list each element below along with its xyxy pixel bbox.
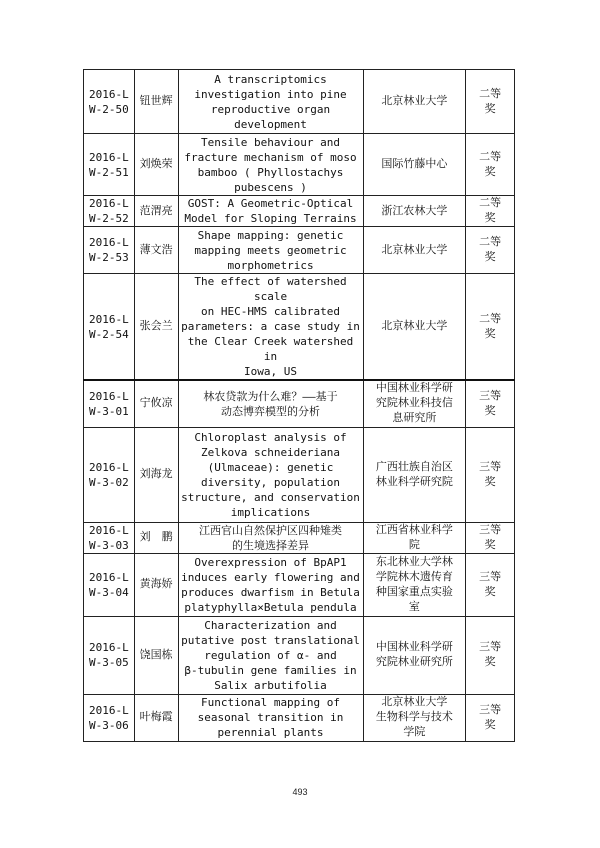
cell-line: 林农贷款为什么难？——基于 bbox=[203, 389, 338, 403]
winner-name-cell: 黄海娇 bbox=[134, 553, 178, 616]
table-row bbox=[84, 227, 515, 274]
page-number: 493 bbox=[292, 787, 308, 797]
award-id-cell bbox=[84, 274, 135, 381]
cell-line: putative post translational bbox=[181, 633, 360, 647]
cell-line: W-2-50 bbox=[89, 102, 129, 116]
cell-line: perennial plants bbox=[217, 726, 324, 739]
cell-line: W-3-03 bbox=[89, 538, 129, 552]
cell-line: implications bbox=[230, 505, 311, 519]
table-row bbox=[84, 380, 515, 427]
winner-name-cell: 刘焕荣 bbox=[134, 134, 178, 196]
award-id-cell bbox=[84, 134, 135, 196]
cell-line: seasonal transition in bbox=[197, 711, 344, 724]
cell-line: diversity, population bbox=[200, 475, 341, 489]
cell-line: 林业科学研究院 bbox=[375, 475, 453, 488]
cell-line: 三等 bbox=[479, 641, 502, 653]
award-id-cell bbox=[84, 70, 135, 134]
cell-line: 室 bbox=[408, 600, 420, 613]
cell-line: 奖 bbox=[484, 404, 496, 417]
cell-line: produces dwarfism in Betula bbox=[181, 585, 360, 599]
organization-cell bbox=[363, 694, 466, 741]
winner-name-cell: 饶国栋 bbox=[134, 616, 178, 694]
table-row bbox=[84, 427, 515, 522]
award-level-cell bbox=[466, 70, 515, 134]
organization-cell bbox=[363, 134, 466, 196]
cell-line: W-3-04 bbox=[89, 585, 129, 599]
cell-line: GOST: A Geometric-Optical bbox=[187, 197, 354, 210]
cell-line: W-3-02 bbox=[89, 475, 129, 489]
cell-line: 究院林业科技信 bbox=[375, 397, 453, 410]
award-id-cell bbox=[84, 380, 135, 427]
cell-line: 中国林业科学研 bbox=[375, 382, 453, 395]
cell-line: 二等 bbox=[479, 312, 502, 325]
table-row bbox=[84, 522, 515, 553]
cell-line: W-3-05 bbox=[89, 656, 129, 669]
award-id-cell bbox=[84, 553, 135, 616]
table-row bbox=[84, 694, 515, 741]
cell-line: 北京林业大学 bbox=[381, 243, 448, 256]
cell-line: platyphylla×Betula pendula bbox=[184, 600, 357, 614]
cell-line: Salix arbutifolia bbox=[214, 678, 327, 692]
organization-cell bbox=[363, 427, 466, 522]
cell-line: 究院林业研究所 bbox=[375, 656, 453, 668]
cell-line: Overexpression of BpAP1 bbox=[194, 555, 347, 569]
cell-line: Model for Sloping Terrains bbox=[184, 212, 357, 225]
award-id-cell bbox=[84, 616, 135, 694]
cell-line: 学院 bbox=[403, 726, 426, 738]
cell-line: parameters: a case study in bbox=[181, 320, 360, 333]
award-id-cell bbox=[84, 196, 135, 227]
award-level-cell bbox=[466, 227, 515, 274]
paper-title-cell bbox=[178, 380, 363, 427]
cell-line: 奖 bbox=[484, 212, 496, 224]
cell-line: 奖 bbox=[484, 718, 496, 731]
paper-title-cell bbox=[178, 553, 363, 616]
cell-line: 2016-L bbox=[89, 150, 129, 164]
cell-line: 2016-L bbox=[89, 523, 129, 537]
cell-line: 奖 bbox=[484, 538, 496, 551]
winner-name-cell: 钮世辉 bbox=[134, 70, 178, 134]
cell-line: 北京林业大学 bbox=[381, 95, 448, 107]
award-level-cell bbox=[466, 522, 515, 553]
cell-line: 奖 bbox=[484, 251, 496, 263]
cell-line: W-2-52 bbox=[89, 212, 129, 225]
cell-line: 的生境选择差异 bbox=[232, 538, 310, 552]
cell-line: 中国林业科学研 bbox=[375, 641, 453, 653]
cell-line: induces early flowering and bbox=[181, 570, 360, 584]
award-level-cell bbox=[466, 427, 515, 522]
cell-line: regulation of α- and bbox=[204, 648, 337, 662]
cell-line: reproductive organ bbox=[210, 102, 331, 116]
cell-line: 二等 bbox=[479, 197, 502, 209]
table-row bbox=[84, 274, 515, 381]
cell-line: 浙江农林大学 bbox=[381, 204, 448, 217]
paper-title-cell bbox=[178, 522, 363, 553]
cell-line: 息研究所 bbox=[392, 412, 437, 425]
organization-cell bbox=[363, 553, 466, 616]
organization-cell bbox=[363, 274, 466, 381]
award-level-cell bbox=[466, 274, 515, 381]
cell-line: 三等 bbox=[479, 703, 502, 716]
table-row bbox=[84, 196, 515, 227]
cell-line: the Clear Creek watershed in bbox=[187, 335, 354, 363]
award-level-cell bbox=[466, 616, 515, 694]
cell-line: Zelkova schneideriana bbox=[200, 445, 341, 459]
paper-title-cell bbox=[178, 70, 363, 134]
cell-line: 东北林业大学林 bbox=[375, 555, 453, 568]
cell-line: Tensile behaviour and bbox=[200, 135, 341, 149]
awards-table bbox=[83, 69, 515, 742]
cell-line: mapping meets geometric bbox=[194, 243, 347, 257]
winner-name-cell: 宁攸凉 bbox=[134, 380, 178, 427]
cell-line: structure, and conservation bbox=[181, 490, 360, 504]
organization-cell bbox=[363, 380, 466, 427]
cell-line: 动态博弈模型的分析 bbox=[221, 404, 321, 418]
award-level-cell bbox=[466, 553, 515, 616]
cell-line: 2016-L bbox=[89, 460, 129, 474]
cell-line: Iowa, US bbox=[244, 365, 297, 378]
cell-line: W-2-54 bbox=[89, 327, 129, 341]
award-level-cell bbox=[466, 694, 515, 741]
cell-line: 江西官山自然保护区四种雉类 bbox=[199, 523, 343, 537]
paper-title-cell bbox=[178, 694, 363, 741]
award-level-cell bbox=[466, 380, 515, 427]
cell-line: 种国家重点实验 bbox=[375, 585, 453, 598]
cell-line: 奖 bbox=[484, 165, 496, 178]
cell-line: (Ulmaceae): genetic bbox=[207, 460, 334, 474]
cell-line: 奖 bbox=[484, 656, 496, 668]
award-id-cell bbox=[84, 694, 135, 741]
cell-line: A transcriptomics bbox=[214, 72, 327, 86]
cell-line: 2016-L bbox=[89, 197, 129, 210]
cell-line: 2016-L bbox=[89, 641, 129, 654]
winner-name-cell: 刘海龙 bbox=[134, 427, 178, 522]
winner-name-cell: 薄文浩 bbox=[134, 227, 178, 274]
paper-title-cell bbox=[178, 616, 363, 694]
cell-line: 奖 bbox=[484, 475, 496, 488]
organization-cell bbox=[363, 227, 466, 274]
table-row bbox=[84, 134, 515, 196]
cell-line: W-2-51 bbox=[89, 165, 129, 179]
cell-line: 二等 bbox=[479, 87, 502, 100]
cell-line: 奖 bbox=[484, 102, 496, 115]
cell-line: fracture mechanism of moso bbox=[184, 150, 357, 164]
cell-line: Chloroplast analysis of bbox=[194, 430, 347, 444]
award-id-cell bbox=[84, 427, 135, 522]
organization-cell bbox=[363, 70, 466, 134]
cell-line: 二等 bbox=[479, 236, 502, 248]
cell-line: 2016-L bbox=[89, 570, 129, 584]
cell-line: 北京林业大学 bbox=[381, 696, 448, 708]
paper-title-cell bbox=[178, 227, 363, 274]
cell-line: development bbox=[234, 117, 307, 131]
cell-line: 国际竹藤中心 bbox=[381, 158, 448, 170]
organization-cell bbox=[363, 522, 466, 553]
cell-line: 三等 bbox=[479, 389, 502, 402]
cell-line: 北京林业大学 bbox=[381, 320, 448, 332]
cell-line: pubescens ) bbox=[234, 180, 307, 194]
cell-line: W-3-06 bbox=[89, 718, 129, 732]
award-level-cell bbox=[466, 134, 515, 196]
cell-line: 学院林木遗传育 bbox=[375, 570, 453, 583]
cell-line: morphometrics bbox=[227, 258, 314, 272]
winner-name-cell: 范渭亮 bbox=[134, 196, 178, 227]
cell-line: investigation into pine bbox=[194, 87, 347, 101]
paper-title-cell bbox=[178, 196, 363, 227]
winner-name-cell: 张会兰 bbox=[134, 274, 178, 381]
cell-line: 三等 bbox=[479, 570, 502, 583]
cell-line: 2016-L bbox=[89, 87, 129, 101]
cell-line: Functional mapping of bbox=[200, 696, 341, 709]
cell-line: 三等 bbox=[479, 460, 502, 473]
cell-line: The effect of watershed scale bbox=[194, 275, 347, 303]
winner-name-cell: 叶梅霞 bbox=[134, 694, 178, 741]
cell-line: 奖 bbox=[484, 327, 496, 340]
table-row bbox=[84, 70, 515, 134]
winner-name-cell: 刘 鹏 bbox=[134, 522, 178, 553]
table-row bbox=[84, 553, 515, 616]
award-level-cell bbox=[466, 196, 515, 227]
cell-line: 2016-L bbox=[89, 703, 129, 717]
cell-line: 生物科学与技术 bbox=[375, 711, 453, 723]
paper-title-cell bbox=[178, 274, 363, 381]
organization-cell bbox=[363, 616, 466, 694]
cell-line: 2016-L bbox=[89, 236, 129, 249]
cell-line: Characterization and bbox=[204, 618, 337, 632]
paper-title-cell bbox=[178, 427, 363, 522]
cell-line: 三等 bbox=[479, 523, 502, 536]
cell-line: 二等 bbox=[479, 150, 502, 163]
cell-line: 院 bbox=[408, 538, 420, 551]
cell-line: 2016-L bbox=[89, 389, 129, 403]
cell-line: 广西壮族自治区 bbox=[375, 460, 453, 473]
cell-line: W-3-01 bbox=[89, 404, 129, 418]
cell-line: β-tubulin gene families in bbox=[184, 663, 357, 677]
paper-title-cell bbox=[178, 134, 363, 196]
cell-line: 2016-L bbox=[89, 312, 129, 326]
cell-line: bamboo ( Phyllostachys bbox=[197, 165, 344, 179]
cell-line: on HEC-HMS calibrated bbox=[200, 305, 341, 318]
table-row bbox=[84, 616, 515, 694]
cell-line: W-2-53 bbox=[89, 251, 129, 264]
award-id-cell bbox=[84, 227, 135, 274]
cell-line: 奖 bbox=[484, 585, 496, 598]
organization-cell bbox=[363, 196, 466, 227]
cell-line: 江西省林业科学 bbox=[375, 523, 453, 536]
cell-line: Shape mapping: genetic bbox=[197, 228, 344, 242]
award-id-cell bbox=[84, 522, 135, 553]
